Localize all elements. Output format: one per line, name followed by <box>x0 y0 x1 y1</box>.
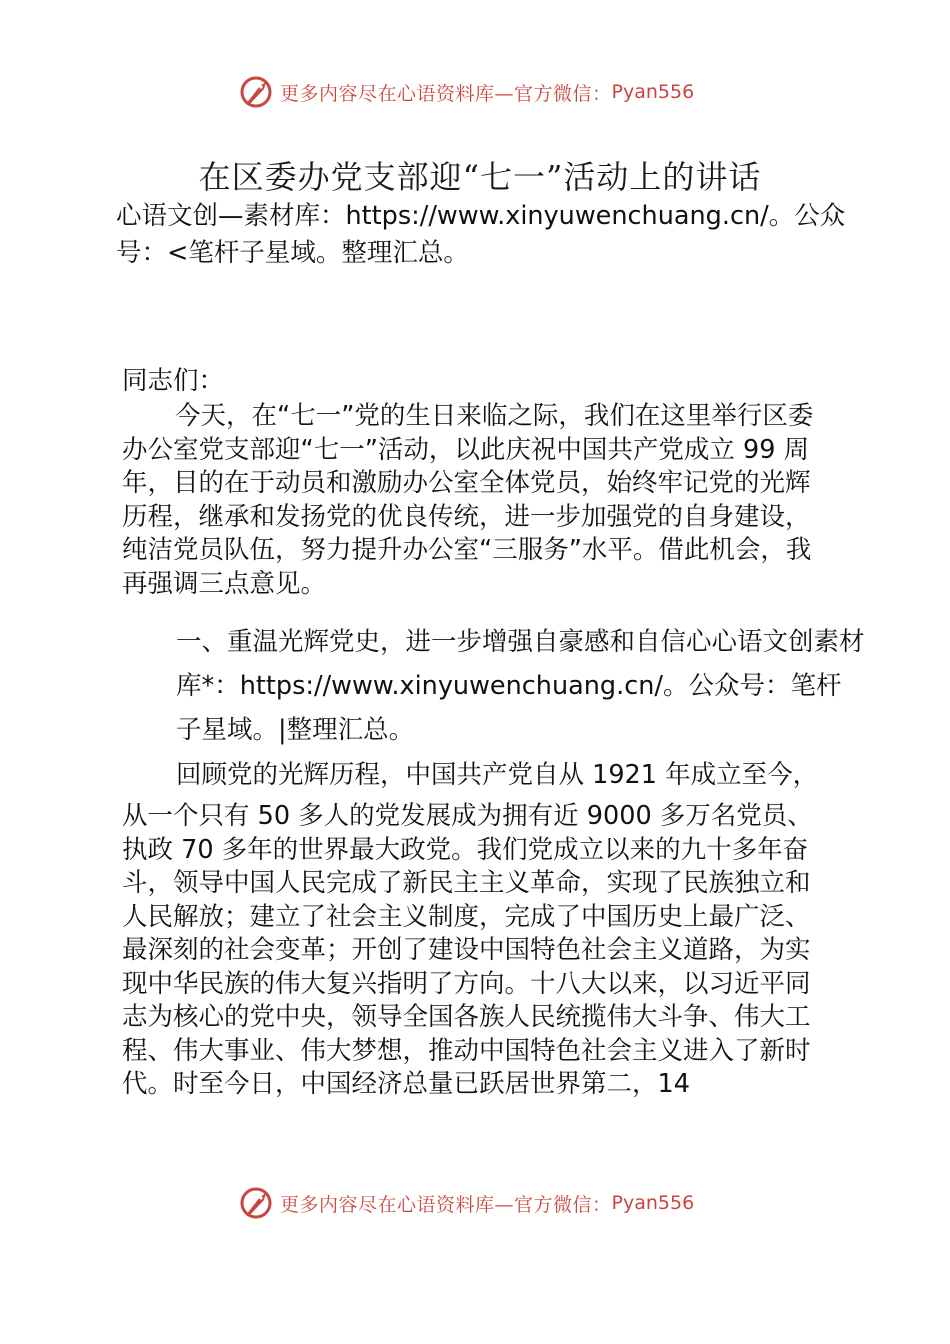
watermark-text: 更多内容尽在心语资料库—官方微信： <box>280 1193 612 1216</box>
source-note: 心语文创—素材库：https://www.xinyuwenchuang.cn/。公众号：<笔杆子星域。整理汇总。 <box>116 201 846 268</box>
pen-nib-logo-icon <box>238 1185 274 1221</box>
footer-watermark-banner <box>238 1183 758 1223</box>
watermark-text: 更多内容尽在心语资料库—官方微信： <box>280 82 612 105</box>
greeting: 同志们： <box>122 366 225 396</box>
watermark-wechat-id: Pyan556 <box>611 1192 695 1214</box>
document-title: 在区委办党支部迎“七一”活动上的讲话 <box>198 158 762 196</box>
header-watermark-banner <box>238 72 758 112</box>
paragraph-intro: 今天，在“七一”党的生日来临之际，我们在这里举行区委办公室党支部迎“七一”活动，以此庆祝中国共产党成立 99 周年，目的在于动员和激励办公室全体党员，始终牢记党的光辉历程，继承和发扬党的优良传统，进一步加强党的自身建设，纯洁党员队伍，努力提升办公室“三服务”水平。借此机会，我再强调三点意见。 <box>122 401 814 599</box>
pen-nib-logo-icon <box>238 74 274 110</box>
watermark-wechat-id: Pyan556 <box>611 81 695 103</box>
paragraph-history-first-line: 回顾党的光辉历程，中国共产党自从 1921 年成立至今， <box>176 760 819 790</box>
paragraph-history: 从一个只有 50 多人的党发展成为拥有近 9000 多万名党员、执政 70 多年的世界最大政党。我们党成立以来的九十多年奋斗，领导中国人民完成了新民主主义革命，实现了民族独立和人民解放；建立了社会主义制度，完成了中国历史上最广泛、最深刻的社会变革；开创了建设中国特色社会主义道路，为实现中华民族的伟大复兴指明了方向。十八大以来，以习近平同志为核心的党中央，领导全国各族人民统揽伟大斗争、伟大工程、伟大事业、伟大梦想，推动中国特色社会主义进入了新时代。时至今日，中国经济总量已跃居世界第二，14 <box>122 801 813 1099</box>
section-heading-1: 一、重温光辉党史，进一步增强自豪感和自信心心语文创素材库*：https://www.xinyuwenchuang.cn/。公众号：笔杆子星域。|整理汇总。 <box>176 627 865 745</box>
